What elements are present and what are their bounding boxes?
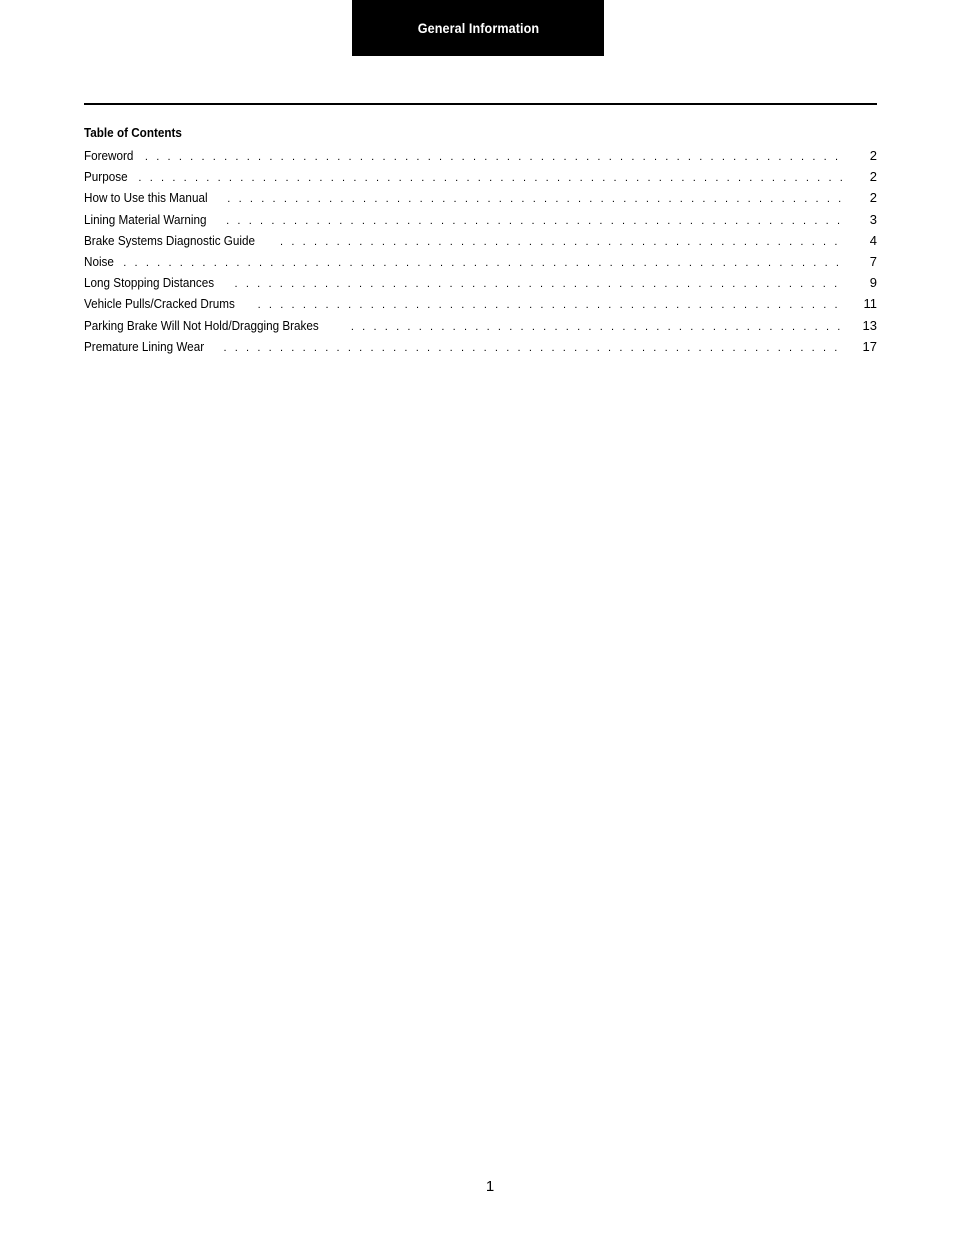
toc-entry-label: How to Use this Manual [84, 190, 208, 206]
toc-entry-page: 9 [869, 275, 877, 291]
toc-entry-page: 4 [869, 232, 877, 248]
dot-leader [123, 253, 845, 272]
toc-entry-page: 2 [869, 169, 877, 185]
toc-entry-foreword[interactable] [84, 145, 877, 166]
toc-entry-page: 13 [862, 317, 877, 333]
toc-entry-lining-material-warning[interactable] [84, 209, 877, 230]
toc-entry-label: Foreword [84, 148, 134, 163]
dot-leader [351, 317, 845, 336]
toc-entry-vehicle-pulls[interactable] [84, 293, 877, 314]
toc-entry-diagnostic-guide[interactable] [84, 230, 877, 251]
dot-leader [145, 147, 845, 166]
toc-entry-page: 7 [869, 253, 877, 269]
section-header-label: General Information [417, 20, 539, 36]
toc-entry-purpose[interactable] [84, 166, 877, 187]
toc-entry-label: Vehicle Pulls/Cracked Drums [84, 296, 235, 312]
dot-leader [227, 189, 845, 208]
toc-entry-label: Premature Lining Wear [84, 338, 205, 354]
toc-entry-how-to-use[interactable] [84, 187, 877, 208]
toc-title: Table of Contents [84, 125, 182, 140]
toc-entry-label: Lining Material Warning [84, 211, 207, 227]
toc-entry-label: Brake Systems Diagnostic Guide [84, 232, 256, 248]
toc-entry-page: 2 [869, 148, 877, 163]
section-header-tab [352, 0, 604, 56]
toc-entry-label: Long Stopping Distances [84, 275, 215, 291]
toc-entry-label: Noise [84, 253, 114, 269]
toc-entry-long-stopping-distances[interactable] [84, 272, 877, 293]
toc-entry-page: 2 [869, 190, 877, 206]
toc-entry-parking-brake[interactable] [84, 315, 877, 336]
toc-entry-page: 17 [862, 338, 877, 354]
toc-entry-label: Parking Brake Will Not Hold/Dragging Brakes [84, 317, 319, 333]
dot-leader [258, 295, 845, 314]
page-number: 1 [485, 1178, 495, 1195]
toc-entry-premature-lining-wear[interactable] [84, 336, 877, 357]
dot-leader [280, 232, 845, 251]
toc-entry-label: Purpose [84, 169, 128, 185]
toc-entry-page: 3 [869, 211, 877, 227]
toc-entry-page: 11 [863, 296, 877, 312]
dot-leader [223, 338, 845, 357]
dot-leader [226, 211, 845, 230]
header-divider [84, 103, 877, 105]
dot-leader [138, 168, 845, 187]
dot-leader [235, 274, 845, 293]
toc-entry-noise[interactable] [84, 251, 877, 272]
table-of-contents [84, 124, 877, 357]
